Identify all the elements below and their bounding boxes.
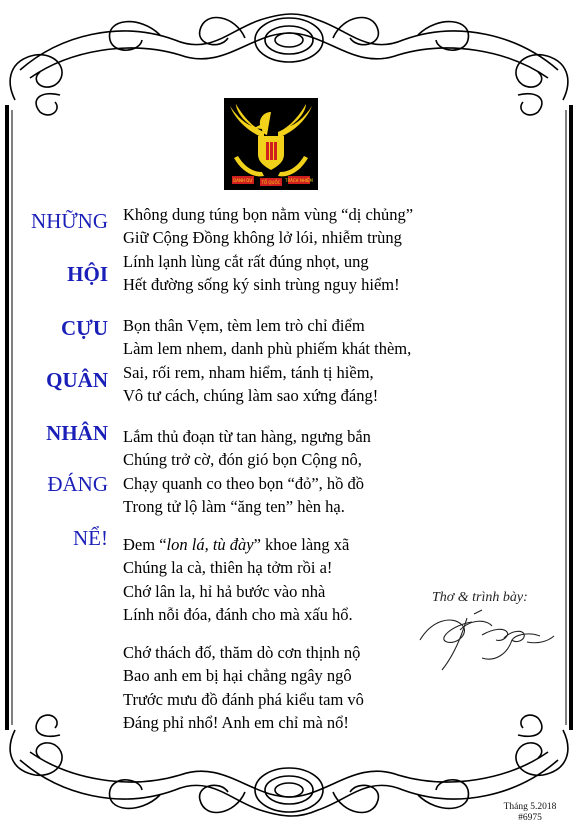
title-word-cuu: CỰU <box>60 316 108 340</box>
poem-line: Giữ Cộng Đồng không lở lói, nhiễm trùng <box>123 228 402 248</box>
reference-number: #6975 <box>518 813 542 823</box>
poem-line: Chớ lân la, hỉ hả bước vào nhà <box>123 581 326 601</box>
poem-line: Lắm thủ đoạn từ tan hàng, ngưng bắn <box>123 427 371 446</box>
poem-line: Bao anh em bị hại chẳng ngây ngô <box>123 666 352 686</box>
author-credit: Thơ & trình bày: <box>432 590 528 605</box>
poem-stanza-1 <box>123 203 413 296</box>
poem-stanza-3 <box>123 425 371 518</box>
poem-line: Chớ thách đố, thăm dò cơn thịnh nộ <box>123 643 361 662</box>
date-block <box>500 802 560 824</box>
poem-italic-phrase: lon lá, tù đày <box>166 535 254 554</box>
poem-line: Chúng la cà, thiên hạ tởm rồi a! <box>123 558 333 578</box>
poem-text: ” khoe làng xã <box>253 535 350 554</box>
poem-line: Vô tư cách, chúng làm sao xứng đáng! <box>123 385 379 405</box>
title-word-nhung: NHỮNG <box>31 209 108 233</box>
poem-text: Đem “ <box>123 535 167 554</box>
title-word-ne: NỂ! <box>73 526 108 550</box>
poem-line: Chúng trở cờ, đón gió bọn Cộng nô, <box>123 450 362 470</box>
poem-line: Đáng phỉ nhổ! Anh em chỉ mà nổ! <box>123 712 349 732</box>
author-signature <box>412 600 562 680</box>
poem-line: Lính nỗi đóa, đánh cho mà xấu hổ. <box>123 604 353 624</box>
emblem-banner-left: DANH DỰ <box>233 178 253 183</box>
title-word-hoi: HỘI <box>67 262 108 286</box>
poem-line: Trước mưu đồ đánh phá kiểu tam vô <box>123 689 364 709</box>
poem-line: Trong tử lộ làm “ăng ten” hèn hạ. <box>123 496 345 516</box>
poem-line: Không dung túng bọn nằm vùng “dị chủng” <box>123 205 414 224</box>
poem-stanza-5 <box>123 641 364 734</box>
title-word-quan: QUÂN <box>46 368 108 392</box>
poem-line: Bọn thân Vẹm, tèm lem trò chỉ điểm <box>123 316 365 335</box>
poem-stanza-2 <box>123 314 411 407</box>
emblem-banner-right: TRÁCH NHIỆM <box>285 178 313 183</box>
eagle-emblem-icon <box>224 98 318 190</box>
poem-stanza-4 <box>123 533 353 626</box>
poem-line: Làm lem nhem, danh phù phiếm khát thèm, <box>123 339 412 359</box>
emblem-banner-center: TỔ QUỐC <box>261 180 281 185</box>
title-word-dang: ĐÁNG <box>47 472 108 496</box>
poem-line-with-italic <box>123 533 353 556</box>
poem-line: Chạy quanh co theo bọn “đỏ”, hồ đồ <box>123 473 365 493</box>
date-line: Tháng 5.2018 <box>503 802 557 812</box>
title-word-nhan: NHÂN <box>46 421 108 445</box>
poem-line: Lính lạnh lùng cắt rất đúng nhọt, ung <box>123 251 369 271</box>
poem-line: Hết đường sống ký sinh trùng nguy hiểm! <box>123 274 400 294</box>
poem-line: Sai, rối rem, nham hiểm, tánh tị hiềm, <box>123 362 374 382</box>
